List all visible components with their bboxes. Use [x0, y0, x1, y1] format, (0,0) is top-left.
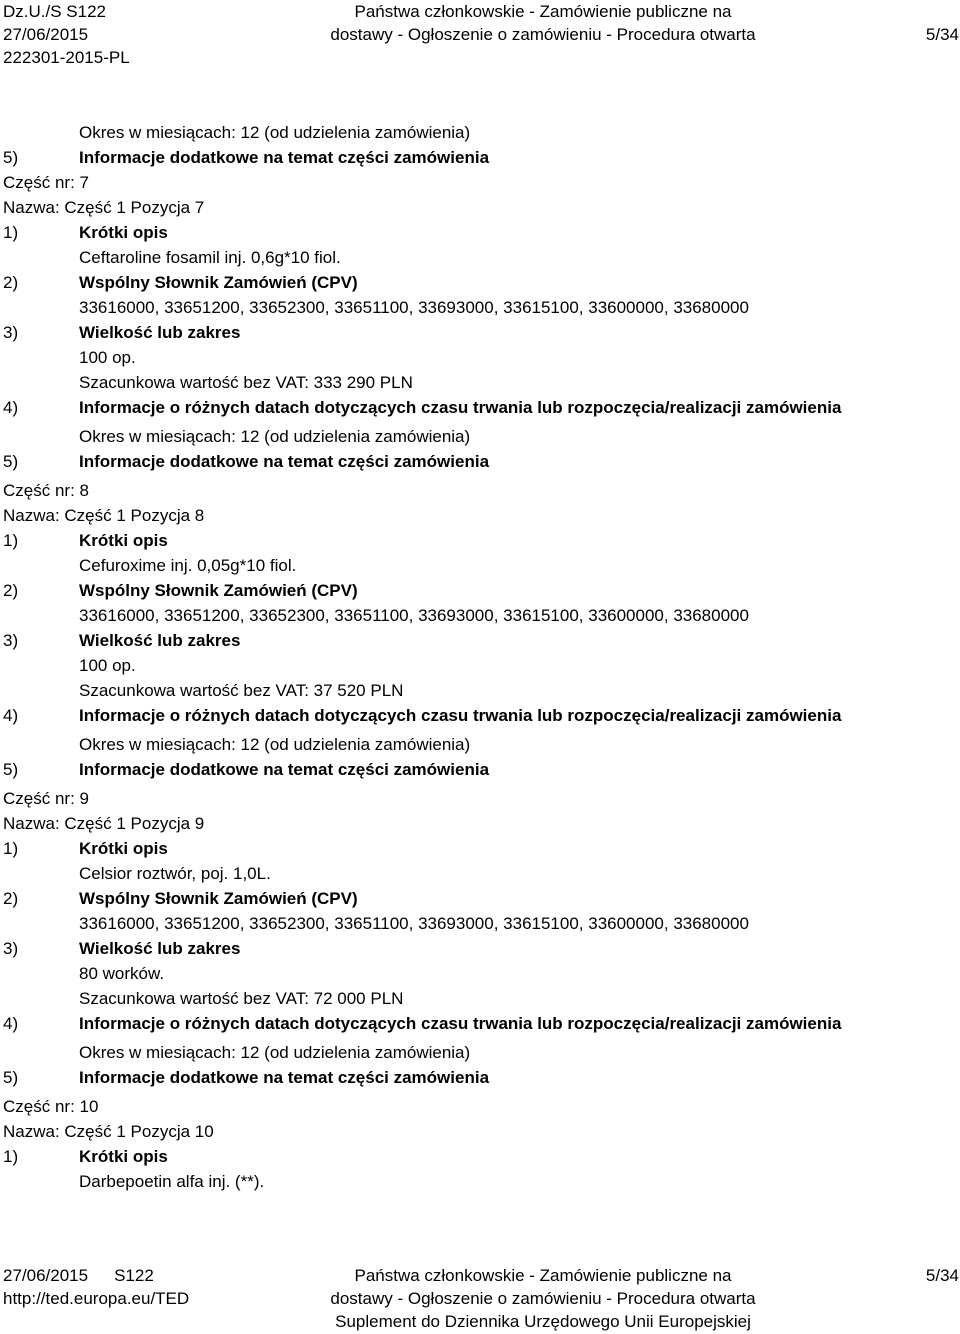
page-header: [0, 0, 960, 66]
section-short-description: [3, 836, 958, 861]
quantity: 100 op.: [79, 348, 136, 367]
quantity: 100 op.: [79, 656, 136, 675]
section-dates: [3, 703, 958, 732]
journal-ref: Dz.U./S S122: [3, 2, 106, 21]
section-dates: [3, 1011, 958, 1040]
part-name: Nazwa: Część 1 Pozycja 7: [3, 198, 205, 217]
section-additional-info: [3, 449, 958, 478]
section-short-description: [3, 1144, 958, 1169]
footer-title: [300, 1264, 786, 1333]
period-months: Okres w miesiącach: 12 (od udzielenia zamówienia): [79, 1043, 471, 1062]
footer-right: [926, 1264, 959, 1287]
short-description: Darbepoetin alfa inj. (**).: [79, 1172, 265, 1191]
section-heading: Krótki opis: [79, 1147, 168, 1166]
cpv-codes: 33616000, 33651200, 33652300, 33651100, 33693000, 33615100, 33600000, 33680000: [79, 606, 749, 625]
section-number: 5): [3, 760, 19, 779]
estimated-value: Szacunkowa wartość bez VAT: 37 520 PLN: [79, 681, 404, 700]
notice-body: [3, 120, 958, 1194]
section-heading: Informacje dodatkowe na temat części zamówienia: [79, 1068, 490, 1087]
section-heading: Informacje dodatkowe na temat części zamówienia: [79, 760, 490, 779]
section-cpv: [3, 886, 958, 911]
footer-left: [3, 1264, 189, 1310]
section-heading: Informacje dodatkowe na temat części zamówienia: [79, 452, 490, 471]
section-additional-info: [3, 757, 958, 786]
section-number: 1): [3, 531, 19, 550]
footer-url: http://ted.europa.eu/TED: [3, 1289, 190, 1308]
section-number: 4): [3, 1014, 19, 1033]
part-name: Nazwa: Część 1 Pozycja 8: [3, 506, 205, 525]
section-heading: Wielkość lub zakres: [79, 939, 241, 958]
section-heading: Wspólny Słownik Zamówień (CPV): [79, 581, 358, 600]
section-quantity: [3, 628, 958, 653]
cpv-codes: 33616000, 33651200, 33652300, 33651100, 33693000, 33615100, 33600000, 33680000: [79, 914, 749, 933]
short-description: Ceftaroline fosamil inj. 0,6g*10 fiol.: [79, 248, 341, 267]
header-right: [926, 0, 959, 46]
section-number: 5): [3, 1068, 19, 1087]
section-number: 5): [3, 148, 19, 167]
header-page-number: 5/34: [925, 25, 959, 44]
section-short-description: [3, 528, 958, 553]
section-heading: Informacje o różnych datach dotyczących czasu trwania lub rozpoczęcia/realizacji zamówienia: [79, 398, 842, 417]
header-left: [3, 0, 130, 69]
section-number: 2): [3, 273, 19, 292]
period-months: Okres w miesiącach: 12 (od udzielenia zamówienia): [79, 735, 471, 754]
header-title-line-2: dostawy - Ogłoszenie o zamówieniu - Procedura otwarta: [330, 25, 756, 44]
footer-supplement: Suplement do Dziennika Urzędowego Unii Europejskiej: [335, 1312, 751, 1331]
section-number: 2): [3, 581, 19, 600]
section-quantity: [3, 320, 958, 345]
section-number: 2): [3, 889, 19, 908]
section-heading: Informacje o różnych datach dotyczących czasu trwania lub rozpoczęcia/realizacji zamówienia: [79, 706, 842, 725]
section-additional-info: [3, 1065, 958, 1094]
short-description: Cefuroxime inj. 0,05g*10 fiol.: [79, 556, 297, 575]
section-number: 1): [3, 839, 19, 858]
section-heading: Informacje dodatkowe na temat części zamówienia: [79, 148, 490, 167]
page-footer: [0, 1264, 960, 1330]
footer-title-line-1: Państwa członkowskie - Zamówienie publiczne na: [354, 1266, 732, 1285]
section-number: 1): [3, 1147, 19, 1166]
section-number: 4): [3, 398, 19, 417]
cpv-codes: 33616000, 33651200, 33652300, 33651100, 33693000, 33615100, 33600000, 33680000: [79, 298, 749, 317]
part-number: Część nr: 9: [3, 789, 89, 808]
header-title: [300, 0, 786, 46]
footer-title-line-2: dostawy - Ogłoszenie o zamówieniu - Procedura otwarta: [330, 1289, 756, 1308]
header-title-line-1: Państwa członkowskie - Zamówienie publiczne na: [354, 2, 732, 21]
section-heading: Krótki opis: [79, 531, 168, 550]
section-heading: Krótki opis: [79, 223, 168, 242]
section-cpv: [3, 578, 958, 603]
part-number: Część nr: 7: [3, 173, 89, 192]
quantity: 80 worków.: [79, 964, 165, 983]
section-number: 1): [3, 223, 19, 242]
estimated-value: Szacunkowa wartość bez VAT: 333 290 PLN: [79, 373, 413, 392]
part-name: Nazwa: Część 1 Pozycja 9: [3, 814, 205, 833]
period-months: Okres w miesiącach: 12 (od udzielenia zamówienia): [79, 123, 471, 142]
section-dates: [3, 395, 958, 424]
section-cpv: [3, 270, 958, 295]
estimated-value: Szacunkowa wartość bez VAT: 72 000 PLN: [79, 989, 404, 1008]
part-number: Część nr: 8: [3, 481, 89, 500]
part-number: Część nr: 10: [3, 1097, 99, 1116]
footer-date: 27/06/2015: [3, 1266, 89, 1285]
section-heading: Wielkość lub zakres: [79, 631, 241, 650]
section-number: 3): [3, 939, 19, 958]
part-name: Nazwa: Część 1 Pozycja 10: [3, 1122, 214, 1141]
period-months: Okres w miesiącach: 12 (od udzielenia zamówienia): [79, 427, 471, 446]
section-heading: Wielkość lub zakres: [79, 323, 241, 342]
footer-page-number: 5/34: [925, 1266, 959, 1285]
section-number: 3): [3, 323, 19, 342]
section-heading: Wspólny Słownik Zamówień (CPV): [79, 273, 358, 292]
section-number: 4): [3, 706, 19, 725]
section-number: 3): [3, 631, 19, 650]
section-quantity: [3, 936, 958, 961]
section-short-description: [3, 220, 958, 245]
header-date: 27/06/2015: [3, 25, 89, 44]
footer-code: S122: [114, 1266, 154, 1285]
notice-number: 222301-2015-PL: [3, 48, 130, 67]
section-heading: Wspólny Słownik Zamówień (CPV): [79, 889, 358, 908]
section-heading: Krótki opis: [79, 839, 168, 858]
short-description: Celsior roztwór, poj. 1,0L.: [79, 864, 271, 883]
section-additional-info: [3, 145, 958, 170]
section-heading: Informacje o różnych datach dotyczących czasu trwania lub rozpoczęcia/realizacji zamówienia: [79, 1014, 842, 1033]
section-number: 5): [3, 452, 19, 471]
